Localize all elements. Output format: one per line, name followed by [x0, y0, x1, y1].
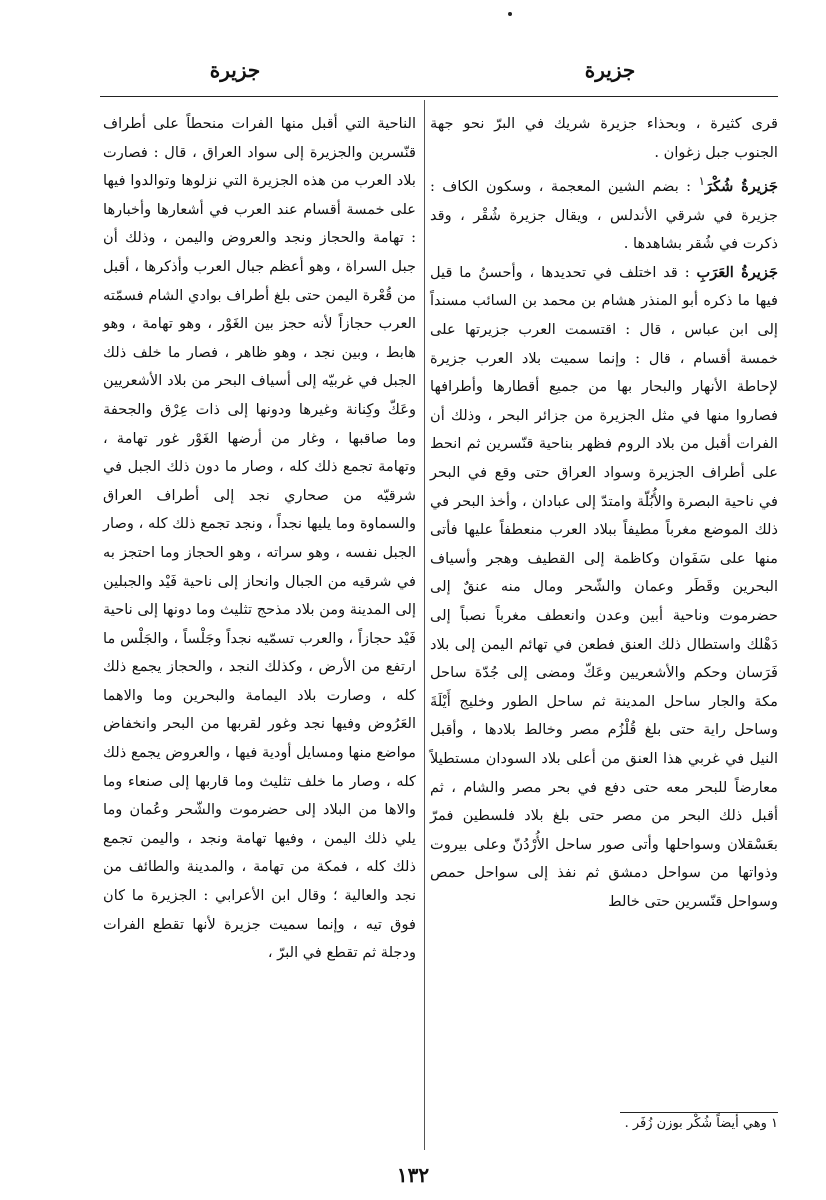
- entry-jazirat-shukr: [430, 167, 778, 259]
- entry-continuation: قرى كثيرة ، وبحذاء جزيرة شريك في البرّ نحو جهة الجنوب جبل زغوان .: [430, 115, 778, 161]
- page-number: ١٣٢: [396, 1163, 430, 1187]
- footnote-rule: [620, 1112, 778, 1113]
- entry-headword: جَزيرةُ العَرَبِ: [696, 263, 778, 281]
- entry-body-continued: الناحية التي أقبل منها الفرات منحطاً على أطراف قنّسرين والجزيرة إلى سواد العراق ، قال : فصارت بلاد العرب من هذه الجزيرة التي نزلوها وتوالدوا فيها على خمسة أقسام عند العرب في أشعارها وأخبارها : تهامة والحجاز ونجد والعروض واليمن ، وذلك أن جبل السراة ، وهو أعظم جبال العرب وأذكرها ، أقبل من قُعْرة اليمن حتى بلغ أطراف بوادي الشام فسمّته العرب حجازاً لأنه حجز بين الغَوْر ، وهو تهامة ، وهو هابط ، وبين نجد ، وهو ظاهر ، فصار ما خلف ذلك الجبل في غربيّه إلى أسياف البحر من بلاد الأشعريين وعَكّ وكِنانة وغيرها ودونها إلى ذات عِرْق والجحفة وما صاقبها ، وغار من أرضها الغَوْر غور تهامة ، وتهامة تجمع ذلك كله ، وصار ما دون ذلك الجبل في شرقيّه من صحاري نجد إلى أطراف العراق والسماوة وما يليها نجداً ، ونجد تجمع ذلك كله ، وصار الجبل نفسه ، وهو سراته ، وهو الحجاز وما احتجز به في شرقيه من الجبال وانحاز إلى ناحية فَيْد والجبلين إلى المدينة ومن بلاد مذحج تثليث وما دونها إلى ناحية فَيْد حجازاً ، والعرب تسمّيه نجداً وجَلْساً ، والجَلْس ما ارتفع من الأرض ، وكذلك النجد ، والحجاز يجمع ذلك كله ، وصارت بلاد اليمامة والبحرين وما والاهما العَرُوض وفيها نجد وغور لقربها من البحر وانخفاض مواضع منها ومسايل أودية فيها ، والعروض يجمع ذلك كله ، وصار ما خلف تثليث وما قاربها إلى صنعاء وما والاها من البلاد إلى حضرموت والشّحر وعُمان وما يلي ذلك اليمن ، وفيها تهامة ونجد ، واليمن تجمع ذلك كله ، فمكة من تهامة ، والمدينة والطائف من نجد والعالية ؛ وقال ابن الأعرابي : الجزيرة ما كان فوق تيه ، وإنما سميت جزيرة لأنها تقطع الفرات ودجلة ثم تقطع في البرّ ،: [102, 115, 416, 962]
- running-header-left: جزيرة: [209, 58, 261, 82]
- entry-body: : بضم الشين المعجمة ، وسكون الكاف : جزيرة في شرقي الأندلس ، ويقال جزيرة شُقْر ، وقد ذكرت في شُقر بشاهدها .: [430, 178, 778, 253]
- header-rule: [100, 96, 778, 97]
- footnote: ١ وهي أيضاً شُكْر بوزن زُفَر .: [624, 1116, 778, 1131]
- left-column: [103, 110, 416, 968]
- entry-body: : قد اختلف في تحديدها ، وأحسنُ ما قيل فيها ما ذكره أبو المنذر هشام بن محمد بن السائب مسنداً إلى ابن عباس ، قال : اقتسمت العرب جزيرتها على خمسة أقسام ، قال : وإنما سميت بلاد العرب جزيرة لإحاطة الأنهار والبحار بها من جميع أقطارها وأطرافها فصاروا منها في مثل الجزيرة من جزائر البحر ، وذلك أن الفرات أقبل من بلاد الروم فظهر بناحية قنّسرين ثم انحط على أطراف الجزيرة وسواد العراق حتى وقع في البحر في ناحية البصرة والأُبُلّة وامتدّ إلى عبادان ، وأخذ البحر في ذلك الموضع مغرباً مطيفاً ببلاد العرب منعطفاً عليها فأتى منها على سَفَوان وكاظمة إلى القطيف وهجر وأسياف البحرين وقَطَر وعمان والشّحر ومال منه عنقٌ إلى حضرموت وناحية أبين وعدن وانعطف مغرباً نصباً إلى دَهْلك واستطال ذلك العنق فطعن في تهائم اليمن إلى بلاد فَرَسان وحكم والأشعريين وعَكّ ومضى إلى جُدّة ساحل مكة والجار ساحل المدينة ثم ساحل الطور وخليج أَيْلَةَ وساحل راية حتى بلغ قُلْزُم مصر وخالط بلادها ، وأقبل النيل في غربي هذا العنق من أعلى بلاد السودان مستطيلاً معارضاً للبحر معه حتى دفع في بحر مصر والشام ، ثم أقبل ذلك البحر من مصر حتى بلغ بلاد فلسطين فمرّ بعَسْقلان وسواحلها وأتى صور ساحل الأُرْدُنّ وعلى بيروت وذواتها من سواحل دمشق ثم نفذ إلى سواحل حمص وسواحل قنّسرين حتى خالط: [430, 263, 778, 910]
- footnote-marker: ١: [698, 174, 705, 189]
- entry-headword: جَزيرةُ شُكْرَ: [704, 178, 778, 196]
- entry-jazirat-al-arab: [430, 259, 778, 917]
- column-divider: [424, 100, 425, 1150]
- ink-dot: [508, 12, 512, 16]
- right-column: [430, 110, 778, 916]
- running-header-right: جزيرة: [584, 58, 636, 82]
